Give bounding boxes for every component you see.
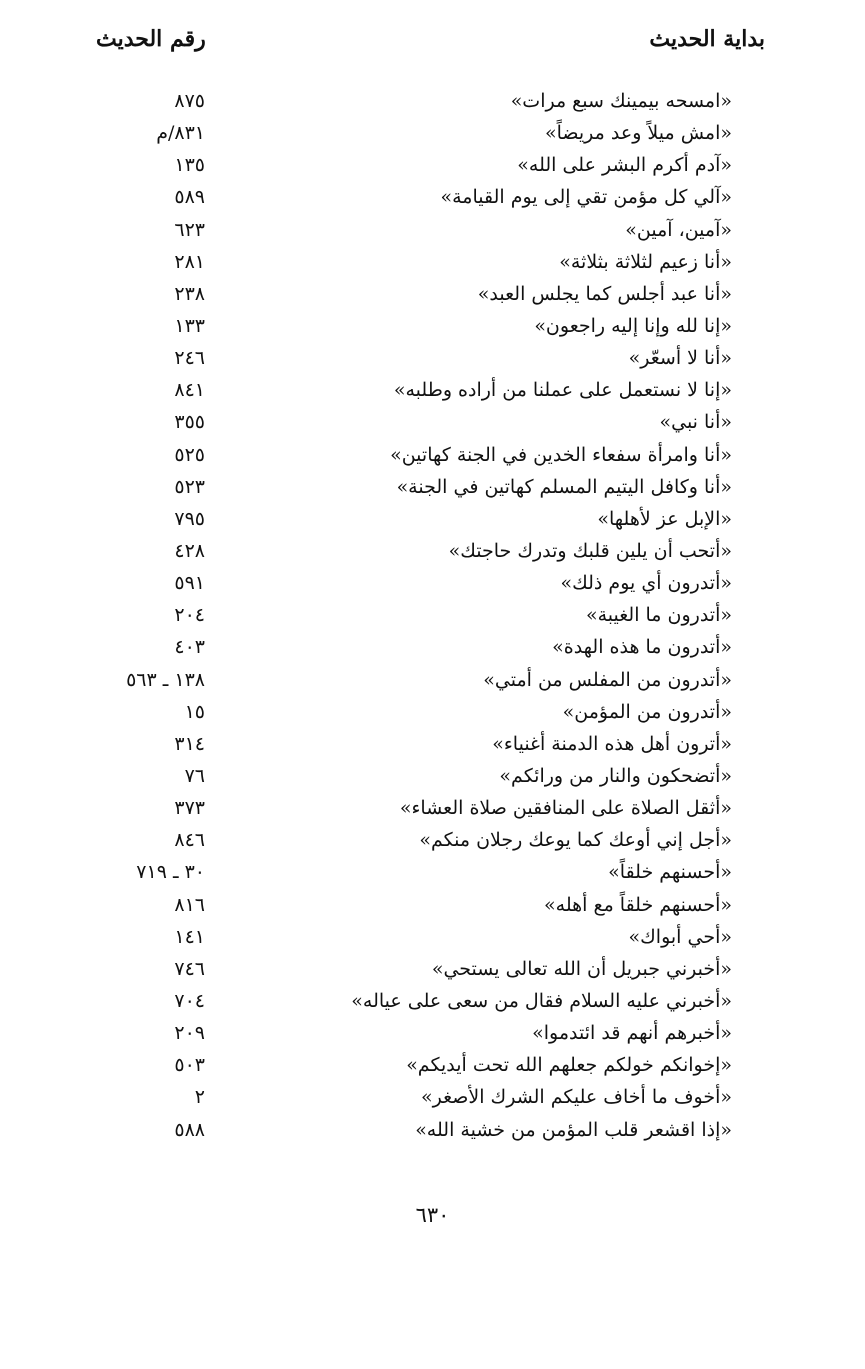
index-row bbox=[0, 568, 865, 600]
hadith-number: ٢٤٦ bbox=[174, 347, 205, 370]
hadith-opening-text: «أحي أبواك» bbox=[628, 925, 732, 948]
hadith-number: ٥٢٣ bbox=[174, 475, 205, 498]
hadith-opening-text: «أتدرون ما الغيبة» bbox=[585, 604, 732, 627]
hadith-opening-text: «أتدرون من المؤمن» bbox=[562, 700, 732, 723]
hadith-opening-text: «آلي كل مؤمن تقي إلى يوم القيامة» bbox=[440, 186, 732, 209]
hadith-opening-text: «أخوف ما أخاف عليكم الشرك الأصغر» bbox=[420, 1086, 732, 1109]
hadith-number: ٨٤٦ bbox=[174, 829, 205, 852]
hadith-opening-text: «أنا عبد أجلس كما يجلس العبد» bbox=[477, 282, 732, 305]
hadith-number: ٨٧٥ bbox=[174, 90, 205, 112]
index-row bbox=[0, 343, 865, 375]
page-header bbox=[0, 26, 865, 62]
index-row bbox=[0, 311, 865, 343]
hadith-opening-text: «أترون أهل هذه الدمنة أغنياء» bbox=[492, 732, 732, 755]
index-row bbox=[0, 375, 865, 407]
hadith-number: ٧٦ bbox=[184, 764, 205, 787]
hadith-opening-text: «إنا لا نستعمل على عملنا من أراده وطلبه» bbox=[393, 379, 732, 402]
hadith-opening-text: «أنا لا أسعّر» bbox=[628, 347, 732, 370]
hadith-opening-text: «أثقل الصلاة على المنافقين صلاة العشاء» bbox=[399, 797, 732, 820]
hadith-number: ٥٨٩ bbox=[174, 186, 205, 209]
index-row bbox=[0, 1082, 865, 1114]
hadith-opening-text: «أتدرون أي يوم ذلك» bbox=[560, 572, 732, 595]
hadith-number: ٧٤٦ bbox=[174, 957, 205, 980]
hadith-number: ٨٤١ bbox=[174, 379, 205, 402]
hadith-opening-text: «إذا اقشعر قلب المؤمن من خشية الله» bbox=[415, 1118, 732, 1141]
hadith-number: ٥٠٣ bbox=[174, 1054, 205, 1077]
hadith-number: ٧٩٥ bbox=[174, 507, 205, 530]
index-row bbox=[0, 504, 865, 536]
hadith-number: ٦٢٣ bbox=[174, 218, 205, 241]
index-row bbox=[0, 1115, 865, 1147]
hadith-opening-text: «أنا وامرأة سفعاء الخدين في الجنة كهاتين» bbox=[390, 443, 732, 466]
index-row bbox=[0, 86, 865, 118]
hadith-number: ١٣٣ bbox=[174, 314, 205, 337]
index-row bbox=[0, 247, 865, 279]
index-row bbox=[0, 472, 865, 504]
hadith-opening-text: «إخوانكم خولكم جعلهم الله تحت أيديكم» bbox=[406, 1054, 732, 1077]
hadith-number: ٨٣١/م bbox=[156, 122, 205, 145]
hadith-number: ١٤١ bbox=[174, 925, 205, 948]
hadith-number: ٢ bbox=[194, 1086, 205, 1109]
index-row bbox=[0, 279, 865, 311]
index-row bbox=[0, 697, 865, 729]
index-row bbox=[0, 632, 865, 664]
hadith-opening-text: «أجل إني أوعك كما يوعك رجلان منكم» bbox=[419, 829, 732, 852]
hadith-number: ٢٣٨ bbox=[174, 282, 205, 305]
index-row bbox=[0, 600, 865, 632]
hadith-opening-text: «أنا نبي» bbox=[659, 411, 732, 434]
index-row bbox=[0, 761, 865, 793]
hadith-start-heading: بداية الحديث bbox=[649, 26, 765, 52]
hadith-opening-text: «أنا زعيم لثلاثة بثلاثة» bbox=[559, 250, 732, 273]
hadith-number: ٥٢٥ bbox=[174, 443, 205, 466]
hadith-number: ١٣٥ bbox=[174, 154, 205, 177]
hadith-opening-text: «أتحب أن يلين قلبك وتدرك حاجتك» bbox=[448, 539, 732, 562]
index-row bbox=[0, 1050, 865, 1082]
page-number: ٦٣٠ bbox=[415, 1203, 450, 1227]
hadith-opening-text: «أحسنهم خلقاً مع أهله» bbox=[544, 893, 732, 916]
hadith-opening-text: «أحسنهم خلقاً» bbox=[608, 861, 732, 884]
index-row bbox=[0, 857, 865, 889]
hadith-opening-text: «أخبرني جبريل أن الله تعالى يستحي» bbox=[431, 957, 732, 980]
index-row bbox=[0, 729, 865, 761]
index-row bbox=[0, 407, 865, 439]
index-row bbox=[0, 793, 865, 825]
index-row bbox=[0, 825, 865, 857]
index-row bbox=[0, 150, 865, 182]
index-row bbox=[0, 118, 865, 150]
hadith-opening-text: «أتدرون من المفلس من أمتي» bbox=[483, 668, 732, 691]
hadith-number: ٢٠٩ bbox=[174, 1022, 205, 1045]
index-row bbox=[0, 536, 865, 568]
hadith-number: ٢٨١ bbox=[174, 250, 205, 273]
hadith-opening-text: «آمين، آمين» bbox=[625, 218, 732, 241]
hadith-number: ٤٠٣ bbox=[174, 636, 205, 659]
hadith-opening-text: «أخبرني عليه السلام فقال من سعى على عياله» bbox=[351, 989, 732, 1012]
index-row bbox=[0, 665, 865, 697]
hadith-number: ٣٥٥ bbox=[174, 411, 205, 434]
hadith-number: ١٥ bbox=[184, 700, 205, 723]
hadith-number: ٣٧٣ bbox=[174, 797, 205, 820]
index-row bbox=[0, 986, 865, 1018]
index-row bbox=[0, 182, 865, 214]
hadith-number: ٥٩١ bbox=[174, 572, 205, 595]
hadith-number: ٢٠٤ bbox=[174, 604, 205, 627]
index-row bbox=[0, 922, 865, 954]
hadith-number: ٨١٦ bbox=[174, 893, 205, 916]
hadith-number: ٥٨٨ bbox=[174, 1118, 205, 1141]
hadith-number: ٣١٤ bbox=[174, 732, 205, 755]
hadith-number-heading: رقم الحديث bbox=[96, 26, 206, 52]
index-row bbox=[0, 890, 865, 922]
hadith-opening-text: «امش ميلاً وعد مريضاً» bbox=[545, 122, 732, 145]
hadith-number: ٤٢٨ bbox=[174, 539, 205, 562]
index-row bbox=[0, 215, 865, 247]
hadith-number: ١٣٨ ـ ٥٦٣ bbox=[126, 668, 205, 691]
hadith-opening-text: «امسحه بيمينك سبع مرات» bbox=[510, 90, 732, 112]
hadith-index-list bbox=[0, 86, 865, 1147]
index-row bbox=[0, 954, 865, 986]
index-row bbox=[0, 1018, 865, 1050]
hadith-opening-text: «أتضحكون والنار من ورائكم» bbox=[499, 764, 732, 787]
hadith-number: ٧٠٤ bbox=[174, 989, 205, 1012]
hadith-opening-text: «أنا وكافل اليتيم المسلم كهاتين في الجنة» bbox=[396, 475, 732, 498]
hadith-opening-text: «إنا لله وإنا إليه راجعون» bbox=[534, 314, 732, 337]
hadith-number: ٣٠ ـ ٧١٩ bbox=[136, 861, 205, 884]
hadith-opening-text: «آدم أكرم البشر على الله» bbox=[517, 154, 732, 177]
hadith-opening-text: «أخبرهم أنهم قد ائتدموا» bbox=[532, 1022, 732, 1045]
index-row bbox=[0, 440, 865, 472]
hadith-opening-text: «أتدرون ما هذه الهدة» bbox=[552, 636, 732, 659]
hadith-opening-text: «الإبل عز لأهلها» bbox=[597, 507, 732, 530]
